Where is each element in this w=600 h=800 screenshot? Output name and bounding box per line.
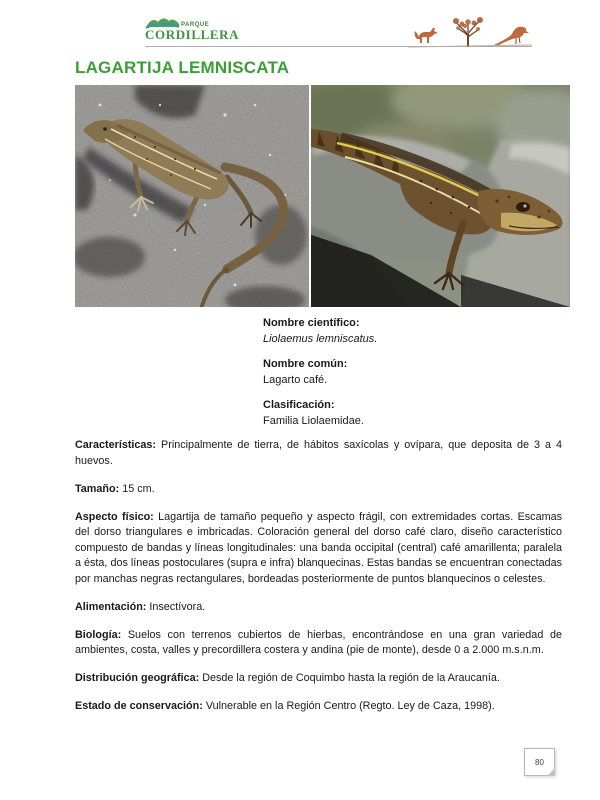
fox-icon bbox=[415, 28, 438, 43]
lizard-top-view-photo bbox=[75, 85, 309, 307]
body-text bbox=[75, 438, 562, 727]
taxonomy-block bbox=[263, 316, 377, 439]
section-label: Características: bbox=[75, 439, 157, 451]
section-label: Alimentación: bbox=[75, 600, 147, 613]
classification-group bbox=[263, 398, 377, 429]
section-alimentacion bbox=[75, 600, 562, 616]
page-title: LAGARTIJA LEMNISCATA bbox=[75, 58, 290, 77]
scientific-name-group bbox=[263, 316, 377, 347]
lizard-closeup-photo bbox=[311, 85, 570, 307]
page-number: 80 bbox=[535, 757, 544, 767]
common-name-value: Lagarto café. bbox=[263, 373, 328, 386]
section-text: Desde la región de Coquimbo hasta la región de la Araucanía. bbox=[202, 672, 500, 684]
bird-icon bbox=[494, 27, 529, 45]
section-text: Lagartija de tamaño pequeño y aspecto frágil, con extremidades cortas. Escamas del dorso triangulares e imbricadas. Coloración general del dorso café claro, diseño característico compuesto de bandas y líneas longitudinales: una banda occipital (central) café amarillenta; paralela a ésta, dos líneas postoculares (supra e infra) blanquecinas. Estas bandas se encuentran conectadas por manchas negras rectangulares, bordeadas posteriormente de puntos blanquecinos o celestes. bbox=[75, 510, 562, 585]
classification-label: Clasificación: bbox=[263, 399, 335, 411]
section-text: Vulnerable en la Región Centro (Regto. Ley de Caza, 1998). bbox=[205, 700, 495, 712]
section-label: Aspecto físico: bbox=[75, 510, 154, 523]
parque-cordillera-logo bbox=[145, 15, 255, 47]
section-distribucion-geografica bbox=[75, 671, 562, 687]
section-label: Biología: bbox=[75, 628, 122, 641]
classification-value: Familia Liolaemidae. bbox=[263, 414, 364, 427]
section-text: Principalmente de tierra, de hábitos saxícolas y ovípara, que deposita de 3 a 4 huevos. bbox=[75, 439, 563, 467]
section-label: Estado de conservación: bbox=[75, 700, 203, 712]
section-text: 15 cm. bbox=[122, 482, 155, 495]
header-fauna-icons bbox=[408, 14, 532, 48]
common-name-label: Nombre común: bbox=[263, 358, 348, 370]
section-biologia bbox=[75, 628, 562, 659]
section-caracteristicas bbox=[75, 438, 562, 469]
section-label: Distribución geográfica: bbox=[75, 672, 200, 684]
tree-icon bbox=[453, 17, 483, 47]
section-aspecto-fisico bbox=[75, 510, 562, 588]
scientific-name-label: Nombre científico: bbox=[263, 317, 360, 329]
section-label: Tamaño: bbox=[75, 482, 120, 495]
section-text: Suelos con terrenos cubiertos de hierbas, encontrándose en una gran variedad de ambientes, costa, valles y precordillera costera y andina (pie de monte), desde 0 a 2.000 m.s.n.m. bbox=[75, 628, 562, 656]
page-number-badge bbox=[524, 748, 555, 776]
common-name-group bbox=[263, 357, 377, 388]
logo-small-word: PARQUE bbox=[181, 22, 210, 28]
page-corner-fold-icon bbox=[547, 768, 555, 776]
section-text: Insectívora. bbox=[149, 600, 206, 613]
section-estado-conservacion bbox=[75, 699, 562, 715]
scientific-name-value: Liolaemus lemniscatus. bbox=[263, 332, 378, 345]
fauna-ground-line bbox=[408, 45, 532, 47]
photo-strip bbox=[75, 85, 570, 307]
section-tamano bbox=[75, 482, 562, 498]
logo-name: CORDILLERA bbox=[145, 27, 240, 42]
